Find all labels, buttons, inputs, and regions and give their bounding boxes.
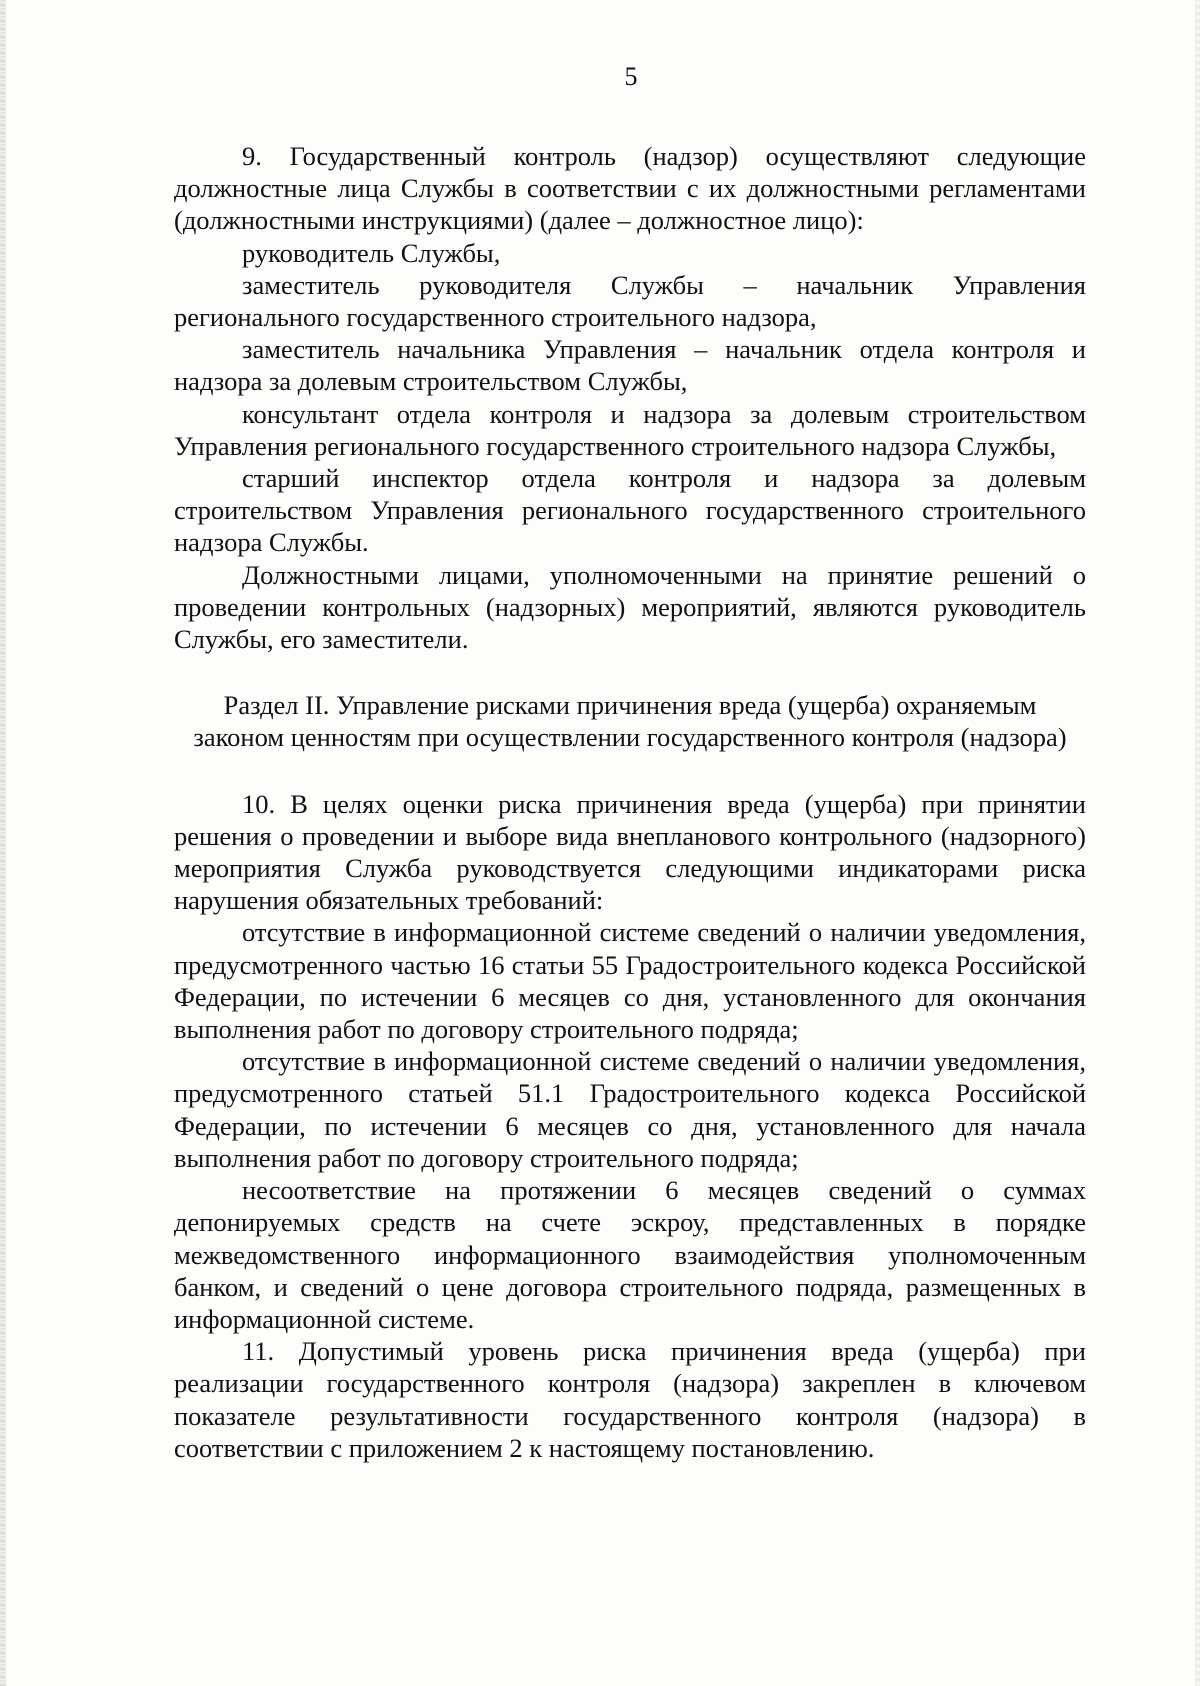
paragraph: несоответствие на протяжении 6 месяцев сведений о суммах депонируемых средств на счете эскроу, представленных в порядке межведомственного информационного взаимодействия уполномоченным банком, и сведений о цене договора строительного подряда, размещенных в информационной системе.	[174, 1175, 1086, 1334]
paragraph: руководитель Службы,	[242, 237, 501, 268]
page-number: 5	[624, 62, 638, 91]
paragraph: отсутствие в информационной системе сведений о наличии уведомления, предусмотренного статьей 51.1 Градостроительного кодекса Российской Федерации, по истечении 6 месяцев со дня, установленного для начала выполнения работ по договору строительного подряда;	[174, 1046, 1086, 1173]
paragraph: отсутствие в информационной системе сведений о наличии уведомления, предусмотренного частью 16 статьи 55 Градостроительного кодекса Российской Федерации, по истечении 6 месяцев со дня, установленного для окончания выполнения работ по договору строительного подряда;	[174, 917, 1086, 1045]
paragraph: 11. Допустимый уровень риска причинения вреда (ущерба) при реализации государственного контроля (надзора) закреплен в ключевом показателе результативности государственного контроля (надзора) в соответствии с приложением 2 к настоящему постановлению.	[174, 1336, 1086, 1463]
paragraph: консультант отдела контроля и надзора за долевым строительством Управления регионального государственного строительного надзора Службы,	[174, 398, 1086, 461]
section-heading: Раздел II. Управление рисками причинения вреда (ущерба) охраняемым законом ценностям при осуществлении государственного контроля (надзора)	[193, 690, 1067, 753]
document-body	[174, 140, 1086, 1464]
scan-edge-left	[0, 0, 6, 1686]
paragraph: заместитель начальника Управления – начальник отдела контроля и надзора за долевым строительством Службы,	[174, 334, 1086, 397]
paragraph: заместитель руководителя Службы – начальник Управления регионального государственного строительного надзора,	[174, 269, 1086, 333]
paragraph: Должностными лицами, уполномоченными на принятие решений о проведении контрольных (надзорных) мероприятий, являются руководитель Службы, его заместители.	[174, 559, 1086, 655]
scan-edge-right	[1195, 0, 1200, 1686]
paragraph: 9. Государственный контроль (надзор) осуществляют следующие должностные лица Службы в соответствии с их должностными регламентами (должностными инструкциями) (далее – должностное лицо):	[174, 141, 1086, 236]
paragraph: 10. В целях оценки риска причинения вреда (ущерба) при принятии решения о проведении и выборе вида внепланового контрольного (надзорного) мероприятия Служба руководствуется следующими индикаторами риска нарушения обязательных требований:	[174, 788, 1086, 916]
paragraph: старший инспектор отдела контроля и надзора за долевым строительством Управления регионального государственного строительного надзора Службы.	[174, 463, 1086, 558]
